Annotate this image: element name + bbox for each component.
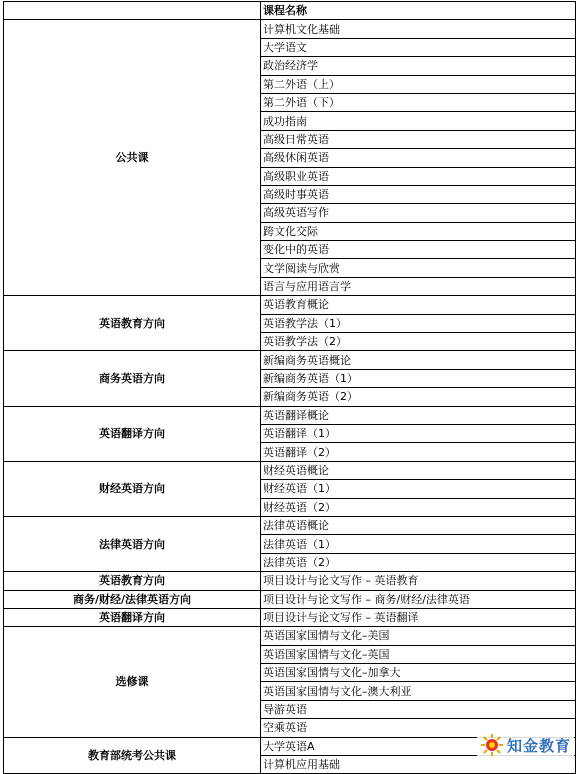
course-cell: 政治经济学	[261, 57, 576, 75]
category-cell: 公共课	[4, 20, 261, 296]
course-cell: 空乘英语	[261, 719, 576, 737]
course-cell: 变化中的英语	[261, 241, 576, 259]
course-cell: 英语教学法（1）	[261, 314, 576, 332]
table-row	[4, 627, 576, 645]
course-cell: 法律英语（2）	[261, 553, 576, 571]
table-row	[4, 608, 576, 626]
category-cell: 英语教育方向	[4, 296, 261, 351]
table-row	[4, 406, 576, 424]
course-cell: 法律英语概论	[261, 516, 576, 534]
category-cell: 商务英语方向	[4, 351, 261, 406]
course-cell: 文学阅读与欣赏	[261, 259, 576, 277]
course-cell: 项目设计与论文写作 – 商务/财经/法律英语	[261, 590, 576, 608]
course-cell: 英语翻译（2）	[261, 443, 576, 461]
course-cell: 新编商务英语（1）	[261, 369, 576, 387]
course-cell: 高级休闲英语	[261, 149, 576, 167]
course-cell: 大学英语A	[261, 737, 576, 755]
category-cell: 法律英语方向	[4, 516, 261, 571]
course-cell: 英语国家国情与文化–加拿大	[261, 664, 576, 682]
category-cell: 英语翻译方向	[4, 608, 261, 626]
course-cell: 高级时事英语	[261, 185, 576, 203]
course-cell: 英语国家国情与文化–美国	[261, 627, 576, 645]
course-cell: 高级英语写作	[261, 204, 576, 222]
course-cell: 高级日常英语	[261, 130, 576, 148]
header-blank-cell	[4, 2, 261, 20]
course-cell: 导游英语	[261, 700, 576, 718]
course-cell: 大学语文	[261, 38, 576, 56]
course-cell: 英语翻译概论	[261, 406, 576, 424]
course-cell: 财经英语概论	[261, 461, 576, 479]
category-cell: 英语翻译方向	[4, 406, 261, 461]
category-cell: 财经英语方向	[4, 461, 261, 516]
course-cell: 新编商务英语（2）	[261, 388, 576, 406]
category-cell: 商务/财经/法律英语方向	[4, 590, 261, 608]
course-cell: 第二外语（上）	[261, 75, 576, 93]
course-cell: 法律英语（1）	[261, 535, 576, 553]
course-cell: 财经英语（2）	[261, 498, 576, 516]
course-cell: 成功指南	[261, 112, 576, 130]
course-cell: 跨文化交际	[261, 222, 576, 240]
logo-text: 知金教育	[506, 736, 571, 755]
course-cell: 英语国家国情与文化–英国	[261, 645, 576, 663]
table-row	[4, 572, 576, 590]
column-header-course-name: 课程名称	[261, 2, 576, 20]
course-cell: 英语教育概论	[261, 296, 576, 314]
category-cell: 英语教育方向	[4, 572, 261, 590]
table-body	[4, 20, 576, 774]
header-row	[4, 2, 576, 20]
course-cell: 英语国家国情与文化–澳大利亚	[261, 682, 576, 700]
sun-logo-icon	[480, 733, 504, 757]
table-row	[4, 351, 576, 369]
table-row	[4, 590, 576, 608]
course-cell: 英语教学法（2）	[261, 333, 576, 351]
course-cell: 高级职业英语	[261, 167, 576, 185]
course-cell: 项目设计与论文写作 – 英语翻译	[261, 608, 576, 626]
table-row	[4, 20, 576, 38]
course-cell: 计算机文化基础	[261, 20, 576, 38]
course-table	[3, 1, 576, 774]
course-cell: 英语翻译（1）	[261, 424, 576, 442]
course-cell: 财经英语（1）	[261, 480, 576, 498]
table-row	[4, 296, 576, 314]
table-row	[4, 461, 576, 479]
course-cell: 第二外语（下）	[261, 93, 576, 111]
course-cell: 语言与应用语言学	[261, 277, 576, 295]
category-cell: 选修课	[4, 627, 261, 737]
category-cell: 教育部统考公共课	[4, 737, 261, 774]
course-cell: 新编商务英语概论	[261, 351, 576, 369]
course-cell: 计算机应用基础	[261, 756, 576, 774]
table-row	[4, 516, 576, 534]
watermark-logo	[477, 732, 574, 758]
course-cell: 项目设计与论文写作 – 英语教育	[261, 572, 576, 590]
